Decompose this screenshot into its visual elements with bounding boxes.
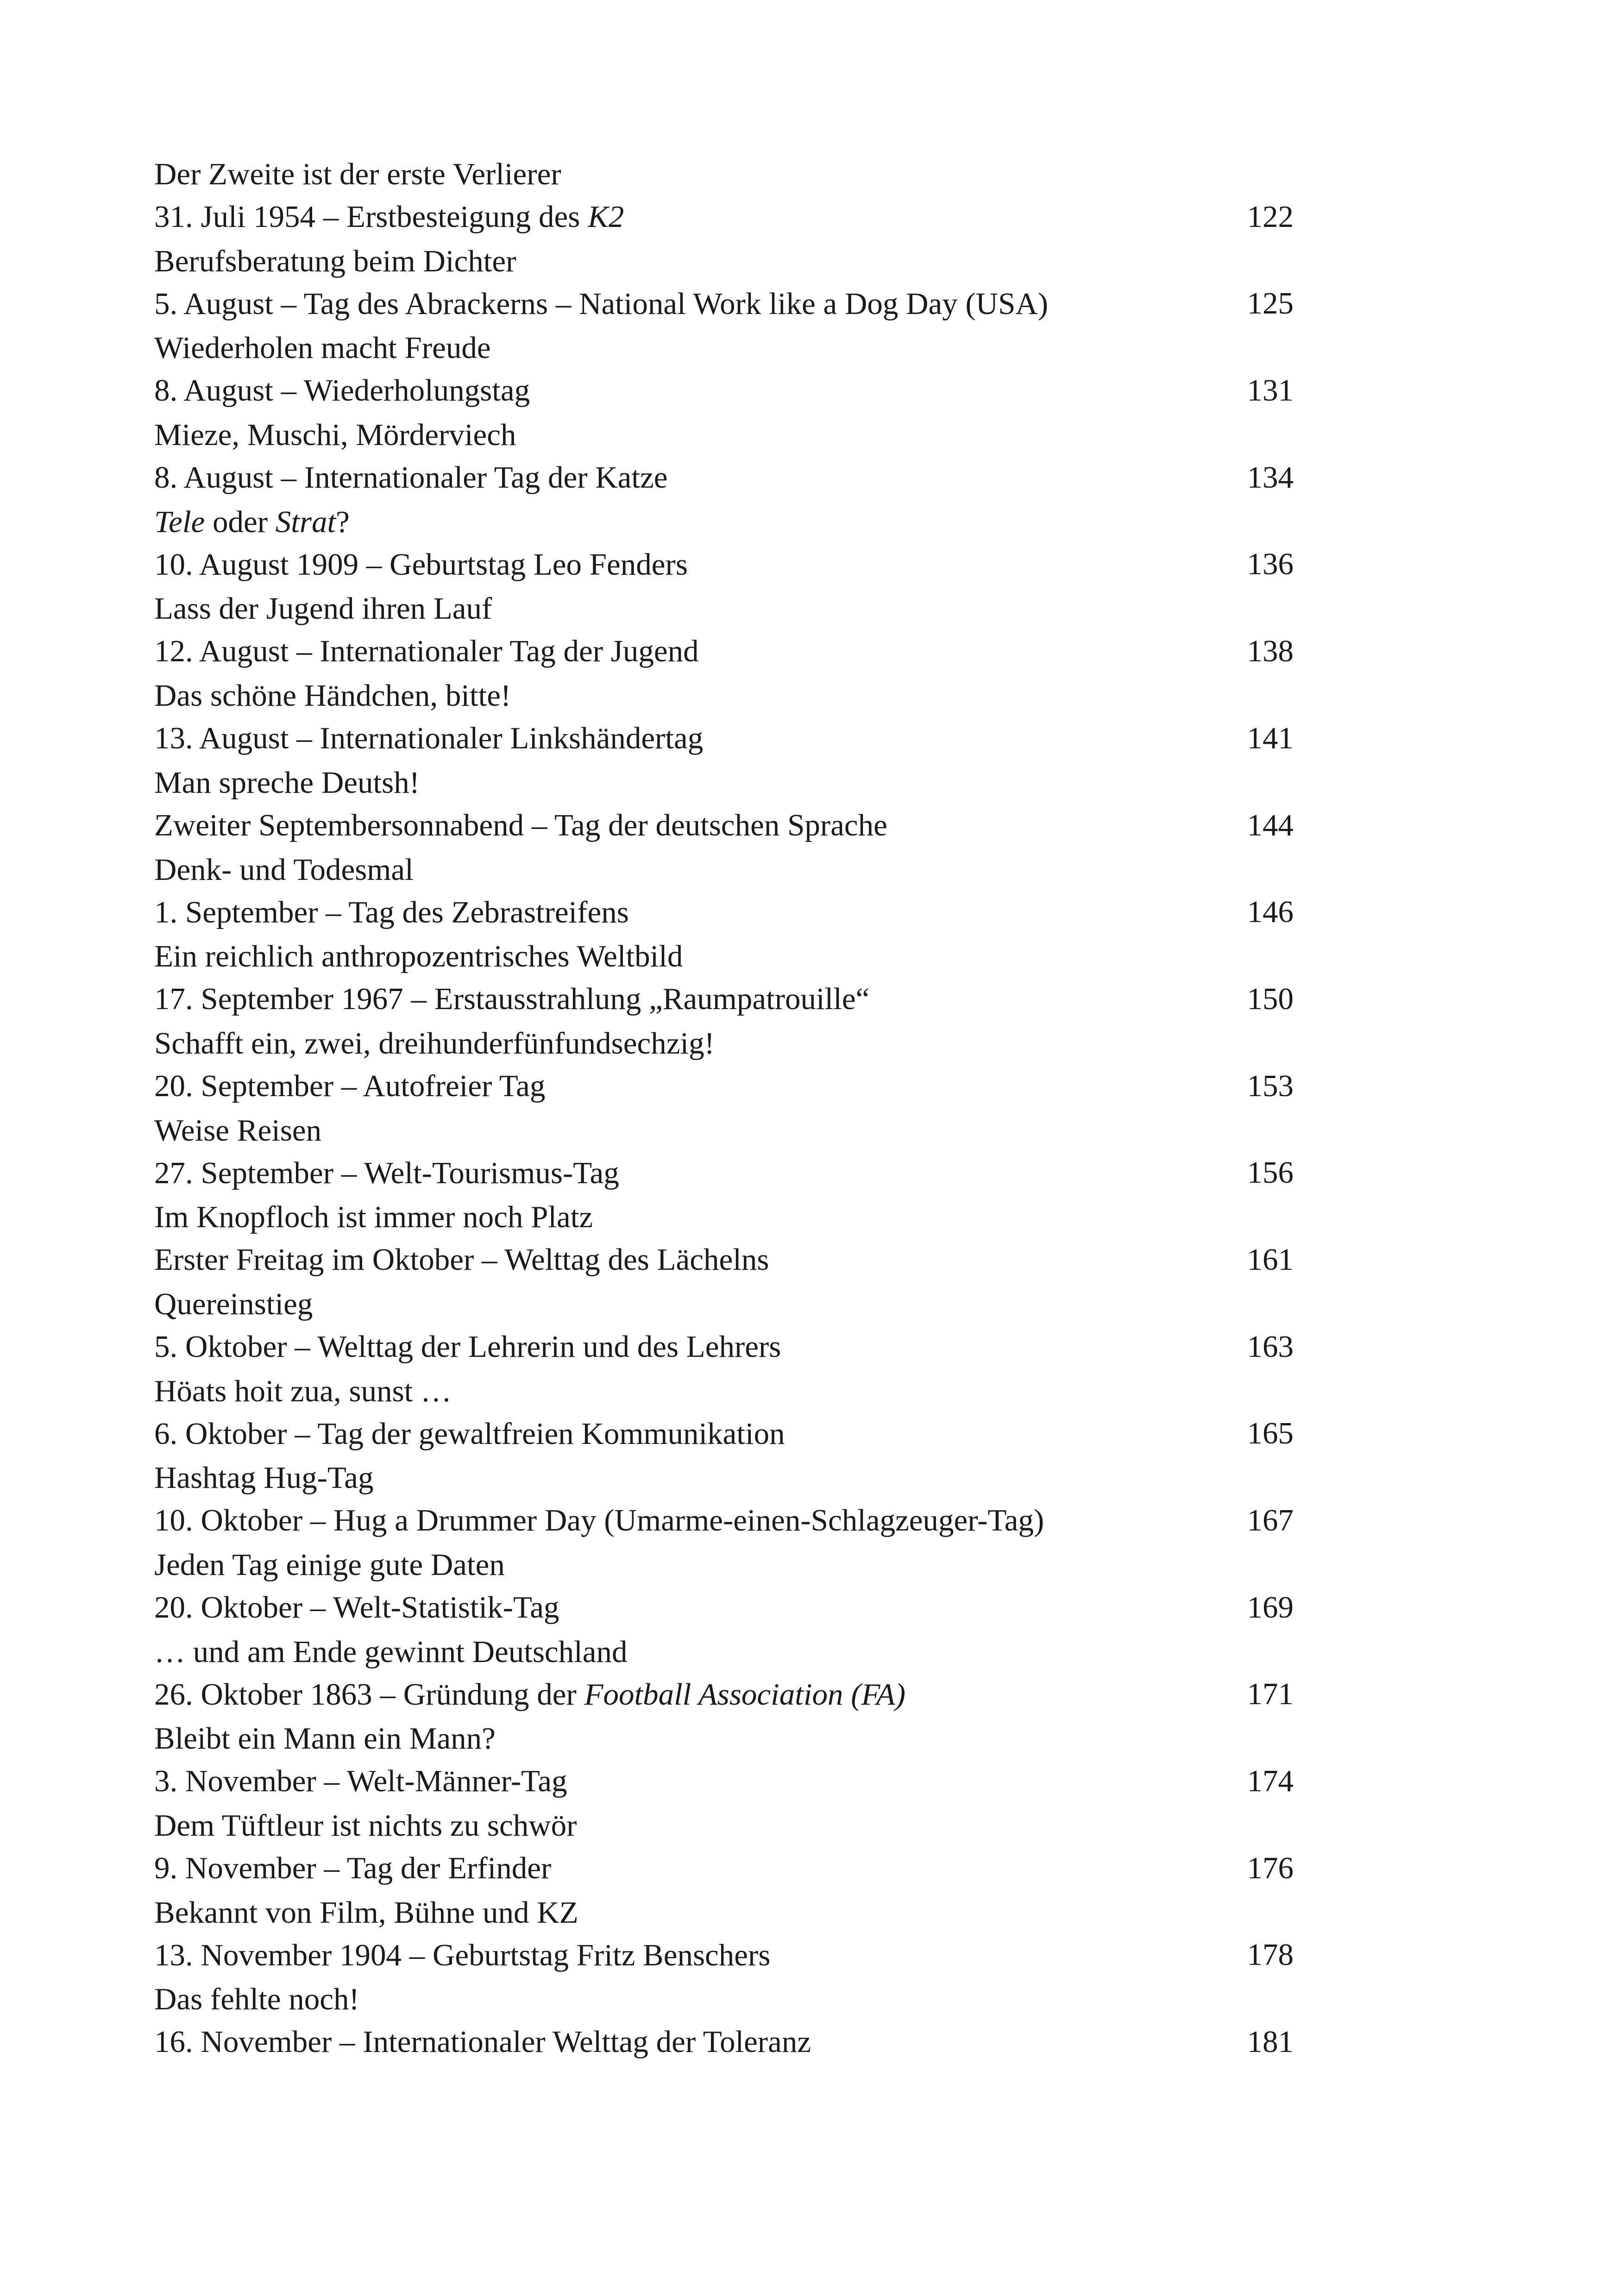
entry-subtitle: 31. Juli 1954 – Erstbesteigung des K2	[154, 200, 624, 234]
entry-subtitle: Zweiter Septembersonnabend – Tag der deutschen Sprache	[154, 808, 887, 842]
toc-entry	[154, 414, 1294, 501]
entry-title: Das schöne Händchen, bitte!	[154, 678, 511, 713]
page-number: 136	[1247, 547, 1294, 582]
page-number: 174	[1247, 1764, 1294, 1799]
entry-title: Hashtag Hug-Tag	[154, 1461, 374, 1495]
entry-subtitle: 6. Oktober – Tag der gewaltfreien Kommunikation	[154, 1416, 785, 1451]
entry-subtitle: 8. August – Wiederholungstag	[154, 373, 530, 408]
toc-entry	[154, 1543, 1294, 1631]
entry-subtitle: 13. August – Internationaler Linkshändertag	[154, 721, 704, 756]
entry-subtitle: 20. Oktober – Welt-Statistik-Tag	[154, 1590, 559, 1625]
page-number: 171	[1247, 1677, 1294, 1712]
entry-title: Weise Reisen	[154, 1113, 322, 1148]
page-number: 181	[1247, 2025, 1294, 2059]
entry-subtitle: 10. August 1909 – Geburtstag Leo Fenders	[154, 547, 688, 582]
entry-title: Der Zweite ist der erste Verlierer	[154, 157, 561, 191]
entry-subtitle: 5. August – Tag des Abrackerns – National Work like a Dog Day (USA)	[154, 286, 1049, 321]
page-number: 146	[1247, 895, 1294, 929]
page-number: 153	[1247, 1068, 1294, 1103]
entry-title: Man spreche Deutsh!	[154, 765, 420, 800]
page-number: 169	[1247, 1590, 1294, 1625]
entry-subtitle: 10. Oktober – Hug a Drummer Day (Umarme-einen-Schlagzeuger-Tag)	[154, 1503, 1044, 1538]
entry-subtitle: 12. August – Internationaler Tag der Jugend	[154, 634, 699, 669]
entry-subtitle: 16. November – Internationaler Welttag der Toleranz	[154, 2025, 811, 2059]
page-number: 141	[1247, 721, 1294, 755]
toc-entry	[154, 240, 1294, 327]
page-number: 161	[1247, 1242, 1294, 1277]
entry-subtitle: 5. Oktober – Welttag der Lehrerin und des Lehrers	[154, 1329, 781, 1364]
toc-entry	[154, 1804, 1294, 1891]
toc-entry	[154, 1022, 1294, 1109]
page-number: 167	[1247, 1503, 1294, 1537]
entry-subtitle: 20. September – Autofreier Tag	[154, 1068, 546, 1103]
toc-entry	[154, 501, 1294, 588]
entry-title: Bleibt ein Mann ein Mann?	[154, 1721, 496, 1756]
entry-title: Im Knopfloch ist immer noch Platz	[154, 1200, 593, 1235]
toc-entry	[154, 1631, 1294, 1718]
entry-title: Berufsberatung beim Dichter	[154, 244, 516, 278]
toc-entry	[154, 587, 1294, 674]
entry-title: … und am Ende gewinnt Deutschland	[154, 1634, 628, 1669]
page-number: 178	[1247, 1938, 1294, 1972]
toc-entry	[154, 1891, 1294, 1978]
entry-title: Das fehlte noch!	[154, 1982, 359, 2017]
entry-title: Lass der Jugend ihren Lauf	[154, 591, 492, 626]
entry-subtitle: 9. November – Tag der Erfinder	[154, 1851, 552, 1886]
entry-title: Mieze, Muschi, Mörderviech	[154, 418, 516, 452]
toc-entry	[154, 848, 1294, 935]
page-number: 125	[1247, 286, 1294, 321]
page-number: 165	[1247, 1416, 1294, 1451]
entry-subtitle: 1. September – Tag des Zebrastreifens	[154, 895, 629, 929]
toc-entry	[154, 1109, 1294, 1196]
toc-entry	[154, 153, 1294, 240]
toc-entry	[154, 1717, 1294, 1804]
page-number: 176	[1247, 1851, 1294, 1885]
entry-title: Wiederholen macht Freude	[154, 331, 491, 365]
entry-subtitle: 26. Oktober 1863 – Gründung der Football Association (FA)	[154, 1677, 906, 1712]
entry-title: Tele oder Strat?	[154, 504, 350, 539]
entry-subtitle: 17. September 1967 – Erstausstrahlung „Raumpatrouille“	[154, 982, 870, 1016]
entry-title: Quereinstieg	[154, 1286, 313, 1321]
entry-subtitle: 13. November 1904 – Geburtstag Fritz Benschers	[154, 1938, 771, 1972]
table-of-contents	[154, 153, 1294, 2065]
toc-entry	[154, 1283, 1294, 1370]
toc-entry	[154, 761, 1294, 848]
entry-subtitle: Erster Freitag im Oktober – Welttag des Lächelns	[154, 1242, 769, 1277]
page-number: 150	[1247, 981, 1294, 1016]
entry-title: Schafft ein, zwei, dreihunderfünfundsechzig!	[154, 1026, 715, 1060]
toc-entry	[154, 674, 1294, 761]
toc-entry	[154, 1456, 1294, 1543]
page-number: 122	[1247, 199, 1294, 234]
toc-entry	[154, 1370, 1294, 1457]
toc-entry	[154, 1978, 1294, 2065]
entry-title: Ein reichlich anthropozentrisches Weltbild	[154, 939, 683, 974]
page-number: 131	[1247, 373, 1294, 408]
page-number: 138	[1247, 634, 1294, 669]
toc-entry	[154, 326, 1294, 414]
page-number: 156	[1247, 1155, 1294, 1190]
entry-title: Höats hoit zua, sunst …	[154, 1374, 452, 1408]
entry-subtitle: 27. September – Welt-Tourismus-Tag	[154, 1155, 619, 1190]
entry-title: Bekannt von Film, Bühne und KZ	[154, 1895, 578, 1930]
page-number: 163	[1247, 1329, 1294, 1364]
toc-entry	[154, 1196, 1294, 1283]
entry-subtitle: 8. August – Internationaler Tag der Katze	[154, 460, 668, 495]
entry-subtitle: 3. November – Welt-Männer-Tag	[154, 1764, 567, 1799]
entry-title: Denk- und Todesmal	[154, 852, 414, 887]
entry-title: Dem Tüftleur ist nichts zu schwör	[154, 1808, 577, 1843]
toc-entry	[154, 935, 1294, 1022]
page-number: 144	[1247, 808, 1294, 842]
entry-title: Jeden Tag einige gute Daten	[154, 1548, 505, 1582]
page-number: 134	[1247, 460, 1294, 495]
